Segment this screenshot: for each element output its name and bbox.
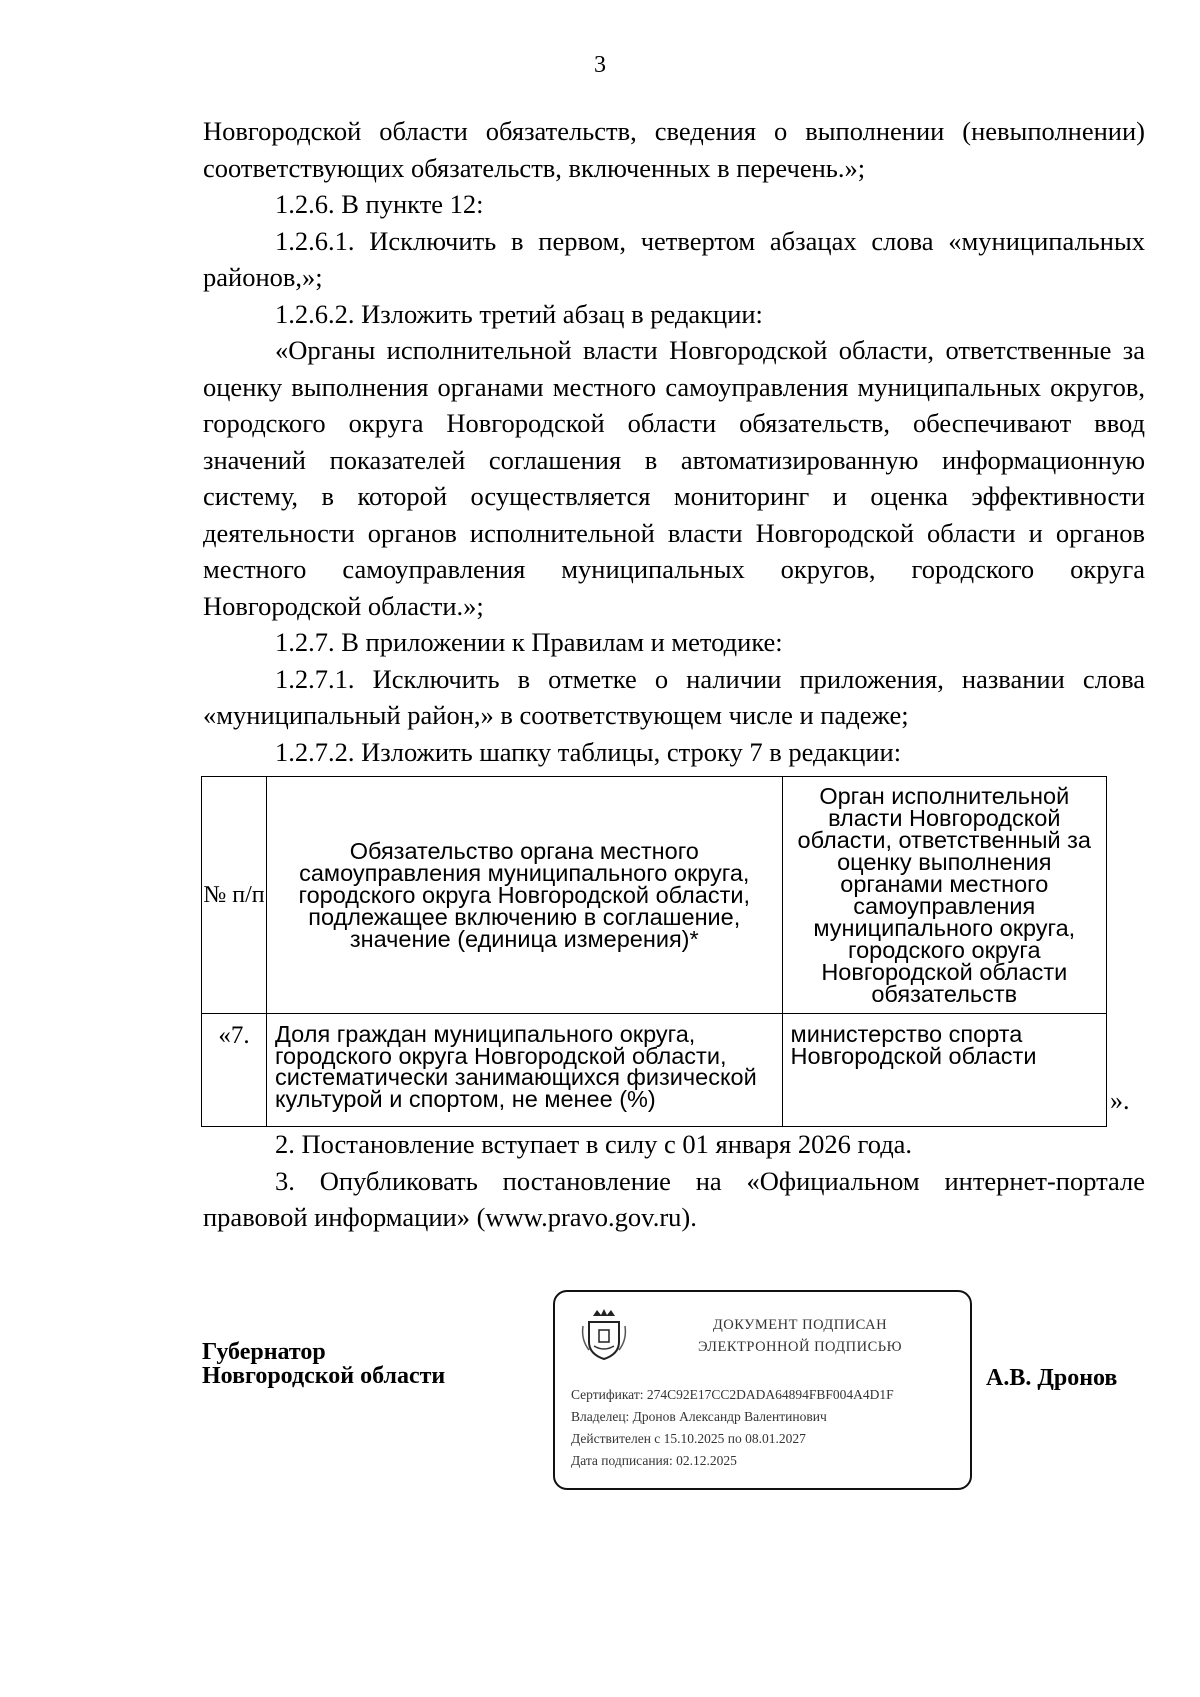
- paragraph-2: 2. Постановление вступает в силу с 01 января 2026 года.: [275, 1129, 913, 1159]
- row-obligation: Доля граждан муниципального округа, городского округа Новгородской области, систематически занимающихся физической культурой и спортом, не менее (%): [267, 1014, 783, 1127]
- page-number: 3: [594, 52, 606, 78]
- paragraph-1-2-7-1: 1.2.7.1. Исключить в отметке о наличии приложения, названии слова «муниципальный район,» в соответствующем числе и падеже;: [203, 663, 1145, 730]
- stamp-heading-line2: ЭЛЕКТРОННОЙ ПОДПИСЬЮ: [697, 1339, 903, 1355]
- document-body: [203, 113, 1145, 770]
- table-header-row: [202, 777, 1107, 1014]
- stamp-owner: Владелец: Дронов Александр Валентинович: [571, 1409, 827, 1424]
- paragraph-1-2-7-2: 1.2.7.2. Изложить шапку таблицы, строку 7 в редакции:: [275, 736, 902, 767]
- header-num: № п/п: [202, 777, 267, 1014]
- document-body-after: [203, 1126, 1145, 1236]
- signer-title-line2: Новгородской области: [202, 1363, 446, 1389]
- table-closing-quote: ».: [1110, 1086, 1130, 1115]
- signer-title-line1: Губернатор: [202, 1339, 326, 1365]
- row-authority: министерство спорта Новгородской области: [782, 1014, 1106, 1127]
- signer-name: А.В. Дронов: [986, 1365, 1118, 1391]
- e-signature-stamp: [553, 1290, 972, 1490]
- stamp-heading: [645, 1314, 955, 1358]
- stamp-signed-date: Дата подписания: 02.12.2025: [571, 1453, 737, 1468]
- paragraph-1-2-7: 1.2.7. В приложении к Правилам и методике:: [275, 627, 783, 657]
- paragraph-3: 3. Опубликовать постановление на «Официальном интернет-портале правовой информации» (www.pravo.gov.ru).: [203, 1165, 1145, 1232]
- stamp-details: [571, 1384, 894, 1472]
- stamp-certificate: Сертификат: 274C92E17CC2DADA64894FBF004A4D1F: [571, 1387, 894, 1402]
- header-obligation: Обязательство органа местного самоуправления муниципального округа, городского округа Новгородской области, подлежащее включению в соглашение, значение (единица измерения)*: [267, 777, 783, 1014]
- paragraph-quote-organs: «Органы исполнительной власти Новгородской области, ответственные за оценку выполнения органами местного самоуправления муниципальных округов, городского округа Новгородской области обязательств, обеспечивают ввод значений показателей соглашения в автоматизированную информационную систему, в которой осуществляется мониторинг и оценка эффективности деятельности органов исполнительной власти Новгородской области и органов местного самоуправления муниципальных округов, городского округа Новгородской области.»;: [203, 335, 1145, 621]
- stamp-valid: Действителен с 15.10.2025 по 08.01.2027: [571, 1431, 806, 1446]
- stamp-heading-line1: ДОКУМЕНТ ПОДПИСАН: [712, 1317, 888, 1333]
- paragraph-1-2-6-1: 1.2.6.1. Исключить в первом, четвертом абзацах слова «муниципальных районов,»;: [203, 225, 1145, 292]
- row-num: «7.: [202, 1014, 267, 1127]
- header-authority: Орган исполнительной власти Новгородской области, ответственный за оценку выполнения органами местного самоуправления муниципального округа, городского округа Новгородской области обязательств: [782, 777, 1106, 1014]
- paragraph-1-2-6: 1.2.6. В пункте 12:: [275, 189, 484, 219]
- coat-of-arms-icon: [579, 1306, 629, 1362]
- paragraph-continuation: Новгородской области обязательств, сведения о выполнении (невыполнении) соответствующих обязательств, включенных в перечень.»;: [203, 116, 1145, 183]
- signer-title: [202, 1340, 445, 1388]
- paragraph-1-2-6-2: 1.2.6.2. Изложить третий абзац в редакции:: [275, 298, 763, 329]
- obligations-table: [201, 776, 1107, 1127]
- table-row: [202, 1014, 1107, 1127]
